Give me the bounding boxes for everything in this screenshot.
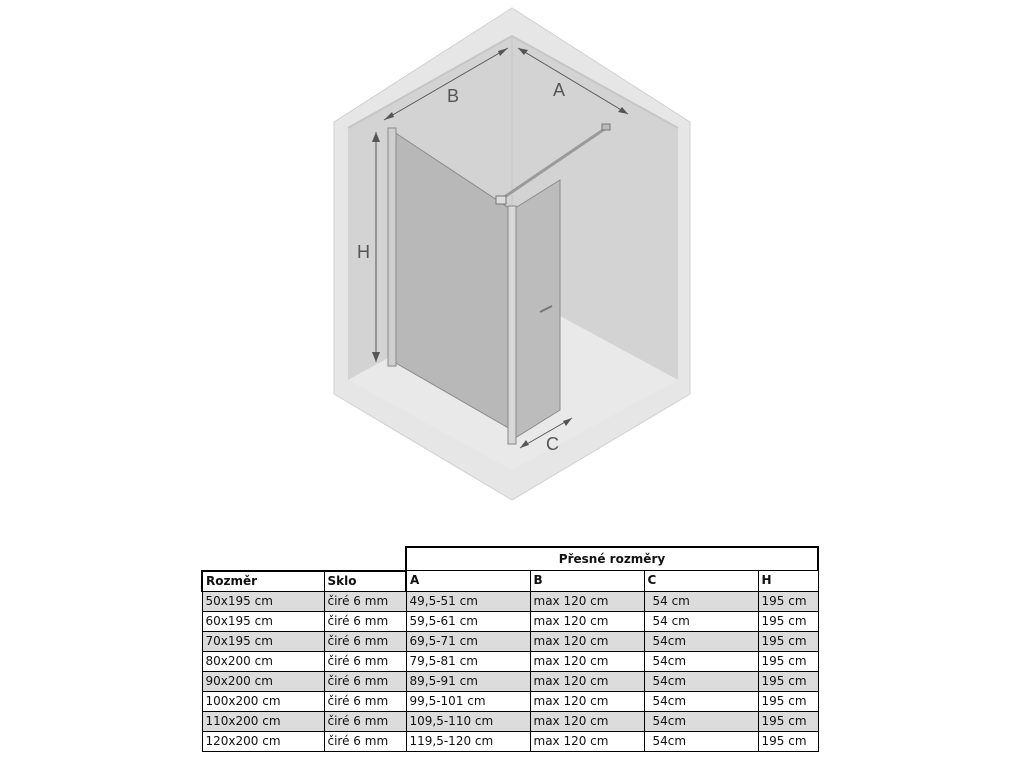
cell-b: max 120 cm bbox=[530, 631, 644, 651]
cell-h: 195 cm bbox=[758, 711, 818, 731]
cell-h: 195 cm bbox=[758, 611, 818, 631]
table-row bbox=[202, 611, 818, 631]
cell-glass: čiré 6 mm bbox=[324, 711, 406, 731]
cell-h: 195 cm bbox=[758, 651, 818, 671]
exact-dimensions-header: Přesné rozměry bbox=[406, 547, 818, 571]
table-row bbox=[202, 711, 818, 731]
header-glass: Sklo bbox=[324, 571, 406, 592]
dimension-c-label: C bbox=[546, 434, 559, 454]
cell-glass: čiré 6 mm bbox=[324, 731, 406, 751]
corner-profile bbox=[508, 206, 516, 444]
header-c: C bbox=[644, 571, 758, 592]
table-row bbox=[202, 691, 818, 711]
cell-a: 119,5-120 cm bbox=[406, 731, 530, 751]
cell-size: 50x195 cm bbox=[202, 591, 324, 611]
cell-glass: čiré 6 mm bbox=[324, 671, 406, 691]
cell-c: 54 cm bbox=[644, 611, 758, 631]
cell-b: max 120 cm bbox=[530, 691, 644, 711]
bar-glass-clamp bbox=[496, 196, 506, 204]
dimension-b-label: B bbox=[447, 86, 460, 106]
cell-h: 195 cm bbox=[758, 631, 818, 651]
cell-h: 195 cm bbox=[758, 591, 818, 611]
cell-glass: čiré 6 mm bbox=[324, 691, 406, 711]
table-row bbox=[202, 731, 818, 751]
cell-size: 90x200 cm bbox=[202, 671, 324, 691]
table-header-row bbox=[202, 571, 818, 592]
cell-size: 100x200 cm bbox=[202, 691, 324, 711]
cell-a: 49,5-51 cm bbox=[406, 591, 530, 611]
header-a: A bbox=[406, 571, 530, 592]
cell-b: max 120 cm bbox=[530, 611, 644, 631]
cell-c: 54cm bbox=[644, 651, 758, 671]
wall-profile bbox=[388, 128, 396, 366]
table-row bbox=[202, 671, 818, 691]
cell-h: 195 cm bbox=[758, 731, 818, 751]
table-group-header-row bbox=[202, 547, 818, 571]
cell-size: 80x200 cm bbox=[202, 651, 324, 671]
cell-glass: čiré 6 mm bbox=[324, 631, 406, 651]
cell-a: 69,5-71 cm bbox=[406, 631, 530, 651]
table-row bbox=[202, 631, 818, 651]
cell-c: 54cm bbox=[644, 631, 758, 651]
cell-b: max 120 cm bbox=[530, 591, 644, 611]
cell-a: 99,5-101 cm bbox=[406, 691, 530, 711]
header-h: H bbox=[758, 571, 818, 592]
cell-b: max 120 cm bbox=[530, 651, 644, 671]
header-size: Rozměr bbox=[202, 571, 324, 592]
cell-glass: čiré 6 mm bbox=[324, 611, 406, 631]
cell-b: max 120 cm bbox=[530, 731, 644, 751]
cell-glass: čiré 6 mm bbox=[324, 591, 406, 611]
dimension-h-label: H bbox=[357, 242, 370, 262]
cell-h: 195 cm bbox=[758, 691, 818, 711]
table-row bbox=[202, 651, 818, 671]
bar-wall-mount bbox=[602, 124, 610, 130]
cell-glass: čiré 6 mm bbox=[324, 651, 406, 671]
cell-a: 59,5-61 cm bbox=[406, 611, 530, 631]
dimension-a-label: A bbox=[553, 80, 566, 100]
cell-size: 70x195 cm bbox=[202, 631, 324, 651]
cell-a: 79,5-81 cm bbox=[406, 651, 530, 671]
cell-b: max 120 cm bbox=[530, 671, 644, 691]
cell-a: 109,5-110 cm bbox=[406, 711, 530, 731]
cell-c: 54cm bbox=[644, 691, 758, 711]
cell-a: 89,5-91 cm bbox=[406, 671, 530, 691]
cell-c: 54 cm bbox=[644, 591, 758, 611]
cell-c: 54cm bbox=[644, 671, 758, 691]
cell-c: 54cm bbox=[644, 711, 758, 731]
cell-b: max 120 cm bbox=[530, 711, 644, 731]
side-glass-panel bbox=[512, 180, 560, 440]
cell-h: 195 cm bbox=[758, 671, 818, 691]
cell-c: 54cm bbox=[644, 731, 758, 751]
cell-size: 60x195 cm bbox=[202, 611, 324, 631]
cell-size: 110x200 cm bbox=[202, 711, 324, 731]
table-row bbox=[202, 591, 818, 611]
header-b: B bbox=[530, 571, 644, 592]
dimensions-table bbox=[201, 546, 819, 752]
cell-size: 120x200 cm bbox=[202, 731, 324, 751]
